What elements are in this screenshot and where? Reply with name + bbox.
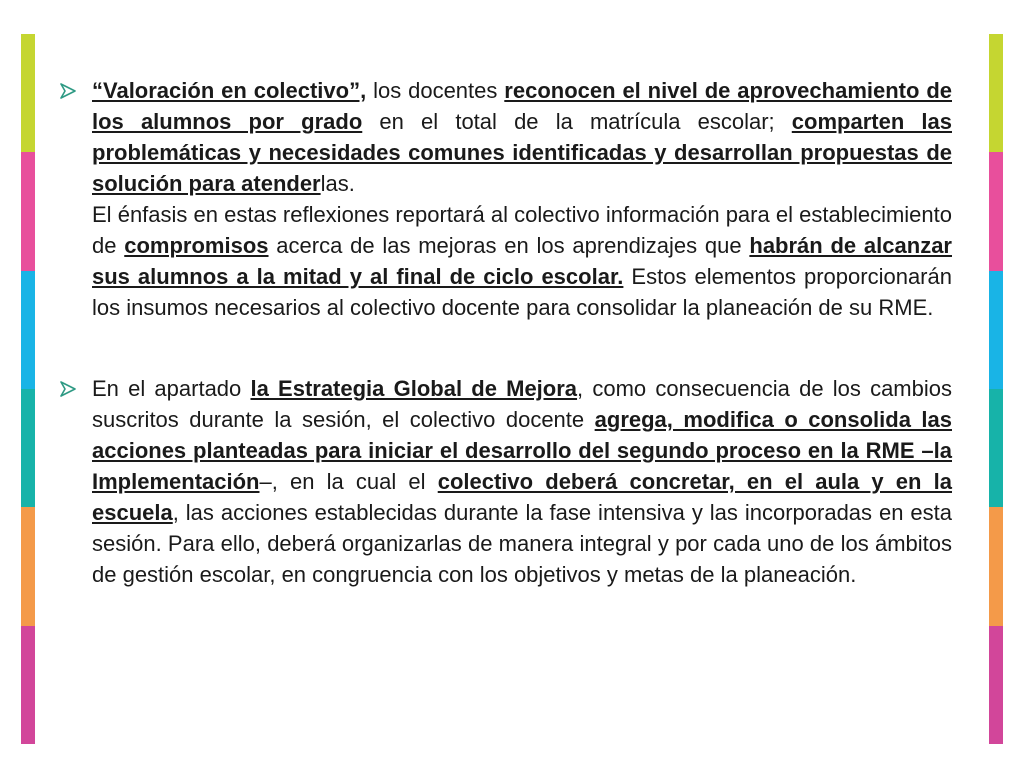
text-run: acerca de las mejoras en los aprendizajes que: [268, 233, 750, 258]
text-run: los docentes: [366, 78, 505, 103]
left-color-bar: [21, 34, 35, 744]
text-run: , las acciones establecidas durante la fase intensiva y las incorporadas en esta sesión. Para ello, deberá organizarlas de manera integral y por cada uno de los ámbitos de gestión escolar, en congruencia con los objetivos y metas de la planeación.: [92, 500, 952, 587]
paragraph-valoracion: [92, 75, 952, 199]
text-run: “Valoración en colectivo”,: [92, 78, 367, 103]
left-bar-segment: [21, 271, 35, 389]
text-run: las.: [320, 171, 355, 196]
right-bar-segment: [989, 152, 1003, 270]
text-run: En el apartado: [92, 376, 251, 401]
text-run: , como consecuencia de los cambios suscritos durante la sesión, el colectivo docente: [92, 376, 952, 432]
text-run: reconocen el nivel de aprovechamiento de los alumnos por grado: [92, 78, 952, 134]
bullet-estrategia: [60, 373, 952, 590]
text-run: Estos elementos proporcionarán los insumos necesarios al colectivo docente para consolidar la planeación de su RME.: [92, 264, 952, 320]
bullet-valoracion: [60, 75, 952, 323]
arrow-bullet-icon: [60, 83, 78, 99]
text-run: habrán de alcanzar sus alumnos a la mitad y al final de ciclo escolar.: [92, 233, 952, 289]
arrow-bullet-icon: [60, 381, 78, 397]
text-run: agrega, modifica o consolida las acciones planteadas para iniciar el desarrollo del segundo proceso en la RME –la Implementación: [92, 407, 952, 494]
left-bar-segment: [21, 626, 35, 744]
right-bar-segment: [989, 271, 1003, 389]
right-bar-segment: [989, 626, 1003, 744]
text-run: la Estrategia Global de Mejora: [250, 376, 578, 401]
text-run: compromisos: [124, 233, 269, 258]
paragraph-enfasis: [92, 199, 952, 323]
text-run: en el total de la matrícula escolar;: [362, 109, 792, 134]
right-bar-segment: [989, 389, 1003, 507]
right-bar-segment: [989, 34, 1003, 152]
left-bar-segment: [21, 34, 35, 152]
text-run: –, en la cual el: [259, 469, 438, 494]
right-bar-segment: [989, 507, 1003, 625]
slide-content: [60, 75, 952, 590]
paragraph-estrategia: [92, 373, 952, 590]
text-run: El énfasis en estas reflexiones reportará al colectivo información para el establecimiento de: [92, 202, 952, 258]
arrow-shape: [61, 84, 75, 98]
text-run: comparten las problemáticas y necesidades comunes identificadas y desarrollan propuestas de solución para atender: [92, 109, 952, 196]
arrow-shape: [61, 382, 75, 396]
left-bar-segment: [21, 389, 35, 507]
left-bar-segment: [21, 507, 35, 625]
right-color-bar: [989, 34, 1003, 744]
left-bar-segment: [21, 152, 35, 270]
text-run: colectivo deberá concretar, en el aula y en la escuela: [92, 469, 952, 525]
